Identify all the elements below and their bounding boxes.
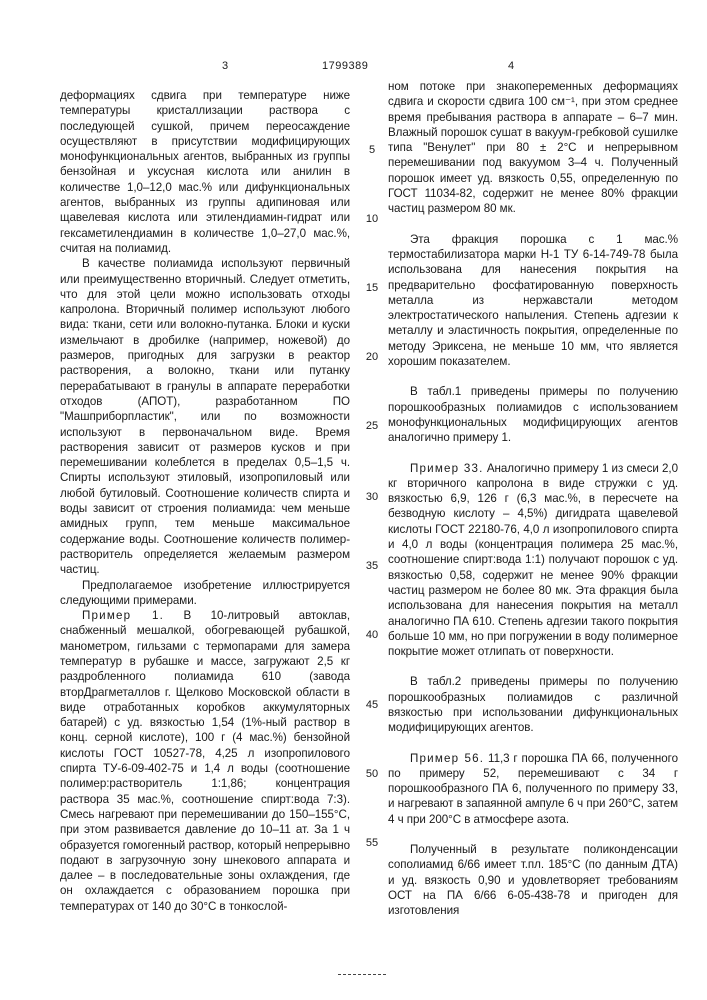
patent-number: 1799389	[322, 60, 368, 72]
paragraph: В табл.2 приведены примеры по получению порошкообразных полиамидов с различной вязкостью при использовании дифункциональных модифицирующих агентов.	[388, 674, 678, 735]
example-text: Аналогично примеру 1 из смеси 2,0 кг вторичного капролона в виде стружки с уд. вязкостью 6,9, 126 г (6,3 мас.%, в пересчете на безводную кислоту – 4,5%) дигидрата щавелевой кислоты ГОСТ 22180-76, 4,0 л изопропилового спирта и 4,0 л воды (концентрация полимера 25 мас.%, соотношение спирт:вода 1:1) получают порошок с уд. вязкостью 0,58, содержит не менее 90% фракции частиц размером не более 80 мк. Эта фракция была использована для нанесения покрытия на металл аналогично ПА 610. Степень адгезии такого покрытия больше 10 мм, но при погружении в воду полимерное покрытие может отлипать от поверхности.	[388, 462, 678, 659]
paragraph: ном потоке при знакопеременных деформациях сдвига и скорости сдвига 100 см⁻¹, при этом среднее время пребывания раствора в аппарате – 6–7 мин. Влажный порошок сушат в вакуум-гребковой сушилке типа "Венулет" при 80 ± 2°С и непрерывном перемешивании под вакуумом 3–4 ч. Полученный порошок имеет уд. вязкость 0,55, определенную по ГОСТ 11034-82, содержит не менее 80% фракции частиц размером 80 мк.	[388, 79, 678, 217]
paragraph: Эта фракция порошка с 1 мас.% термостабилизатора марки Н-1 ТУ 6-14-749-78 была использована для нанесения покрытия на предварительно фосфатированную поверхность металла из нержавстали методом электростатического напыления. Степень адгезии к металлу и эластичность покрытия, определенные по методу Эриксена, не меньше 10 мм, что является хорошим показателем.	[388, 232, 678, 370]
line-number-marker: 25	[362, 420, 382, 432]
example-paragraph	[388, 461, 678, 660]
line-number-marker: 20	[362, 351, 382, 363]
example-paragraph	[388, 751, 678, 827]
line-number-marker: 15	[362, 282, 382, 294]
example-paragraph	[60, 608, 350, 914]
example-text: 11,3 г порошка ПА 66, полученного по примеру 52, перемешивают с 34 г порошкообразного ПА 6, полученного по примеру 33, и нагревают в запаянной ампуле 6 ч при 260°С, затем 4 ч при 200°С в атмосфере азота.	[388, 752, 678, 826]
example-label: Пример 1.	[82, 609, 164, 622]
paragraph: Полученный в результате поликонденсации сополиамид 6/66 имеет т.пл. 185°С (по данным ДТА) и уд. вязкость 0,90 и удовлетворяет требованиям ОСТ на ПА 6/66 6-05-438-78 и пригоден для изготовления	[388, 842, 678, 918]
page-number-left: 3	[222, 60, 228, 72]
bottom-divider	[338, 974, 386, 975]
example-label: Пример 33.	[410, 462, 484, 475]
left-text-column	[60, 88, 350, 914]
line-number-marker: 5	[362, 144, 382, 156]
line-number-marker: 55	[362, 837, 382, 849]
page-number-right: 4	[508, 60, 514, 72]
line-number-marker: 35	[362, 560, 382, 572]
line-number-marker: 40	[362, 629, 382, 641]
paragraph: Предполагаемое изобретение иллюстрируется следующими примерами.	[60, 578, 350, 609]
example-text: В 10-литровый автоклав, снабженный мешалкой, обогревающей рубашкой, манометром, гильзами с термопарами для замера температур в рубашке и массе, загружают 2,5 кг раздробленного полиамида 610 (завода вторДрагметаллов г. Щелково Московской области в виде отработанных коробков аккумуляторных батарей) с уд. вязкостью 1,54 (1%-ный раствор в конц. серной кислоте), 100 г (4 мас.%) бензойной кислоты ГОСТ 10527-78, 4,25 л изопропилового спирта ТУ-6-09-402-75 и 1,4 л воды (соотношение полимер:растворитель 1:1,86; концентрация раствора 35 мас.%, соотношение спирт:вода 7:3). Смесь нагревают при перемешивании до 150–155°С, при этом развивается давление до 10–11 ат. За 1 ч образуется гомогенный раствор, который непрерывно подают в загрузочную зону шнекового аппарата и далее – в последовательные зоны охлаждения, где он охлаждается с образованием порошка при температурах от 140 до 30°С в тонкослой-	[60, 609, 350, 913]
line-number-marker: 10	[362, 213, 382, 225]
paragraph: В качестве полиамида используют первичный или преимущественно вторичный. Следует отметить, что для этой цели можно использовать отходы капролона. Вторичный полимер используют любого вида: ткани, сети или волокно-путанка. Блоки и куски измельчают в дробилке (например, ножевой) до размеров, пригодных для загрузки в реактор растворения, а волокно, ткани или путанку перерабатывают в гранулы в аппарате переработки отходов (АПОТ), разработанном ПО "Машприборпластик", или по возможности используют в первоначальном виде. Время растворения зависит от размеров кусков и при перемешивании колеблется в пределах 0,5–1,5 ч. Спирты используют этиловый, изопропиловый или любой бутиловый. Соотношение количеств спирта и воды зависит от строения полиамида: чем меньше амидных групп, тем меньше максимальное содержание воды. Соотношение количеств полимер-растворитель определяется желаемым размером частиц.	[60, 256, 350, 577]
line-number-marker: 45	[362, 699, 382, 711]
line-number-marker: 50	[362, 768, 382, 780]
right-text-column	[388, 79, 678, 919]
line-number-marker: 30	[362, 491, 382, 503]
paragraph: деформациях сдвига при температуре ниже температуры кристаллизации раствора с последующей сушкой, причем переосаждение осуществляют в присутствии модифицирующих монофункциональных агентов, выбранных из группы бензойная и уксусная кислота или анилин в количестве 1,0–12,0 мас.% или дифункциональных агентов, выбранных из группы адипиновая или щавелевая кислота или этилендиамин-гидрат или гексаметилендиамин в количестве 1,0–27,0 мас.%, считая на полиамид.	[60, 88, 350, 256]
paragraph: В табл.1 приведены примеры по получению порошкообразных полиамидов с использованием монофункциональных модифицирующих агентов аналогично примеру 1.	[388, 384, 678, 445]
example-label: Пример 56.	[410, 752, 484, 765]
